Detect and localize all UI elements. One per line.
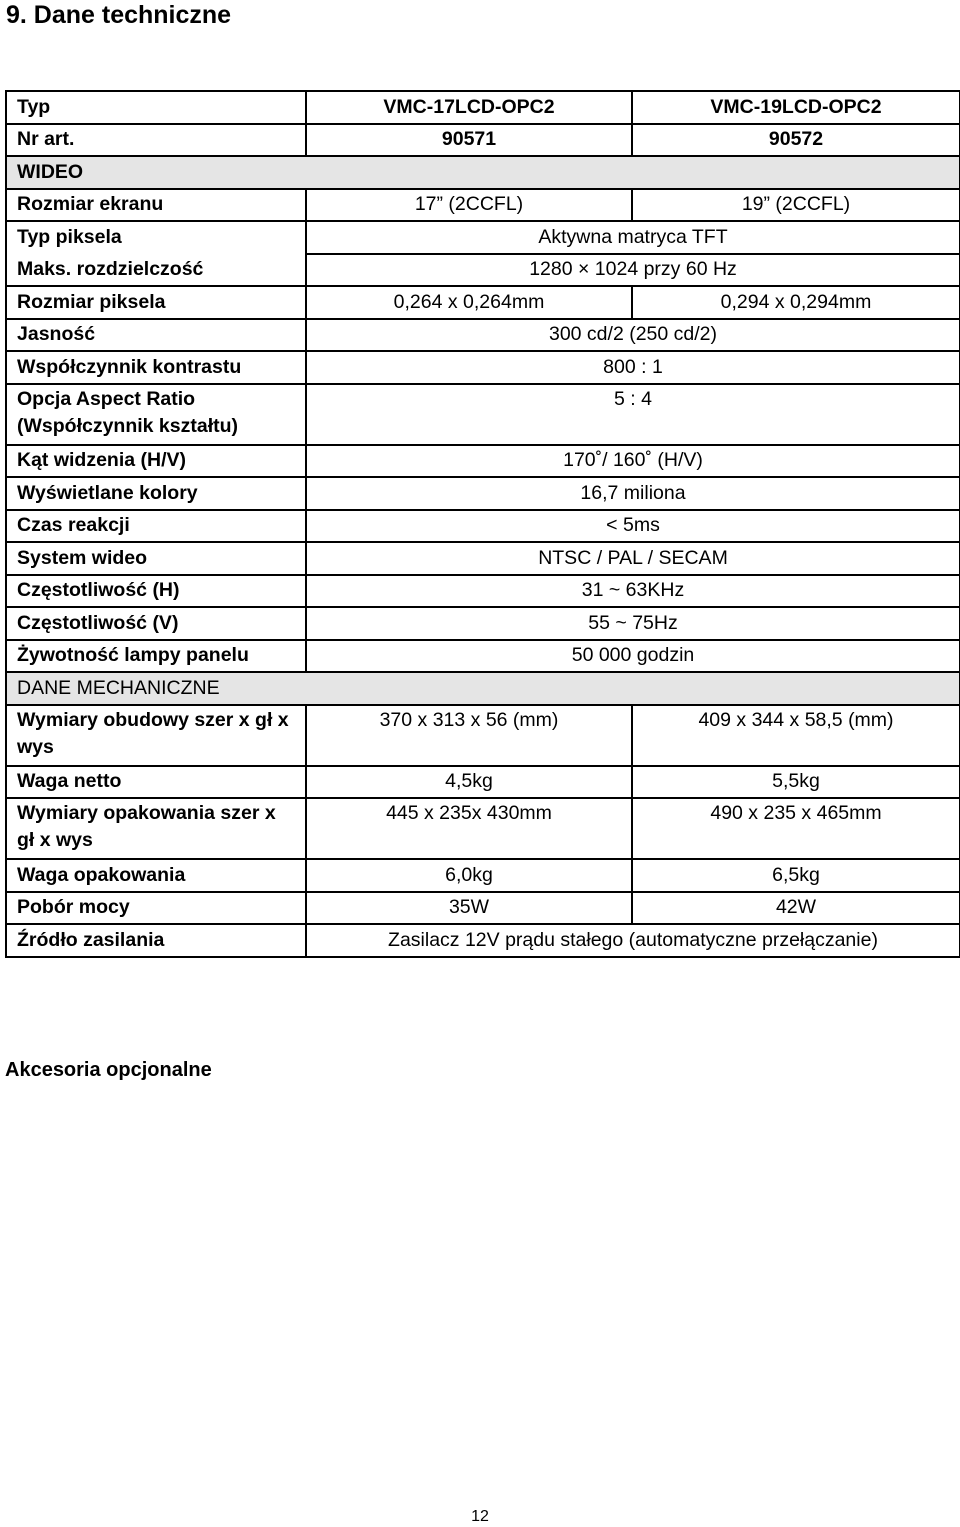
table-row-net-weight (6, 766, 960, 799)
table-row-freq-v (6, 607, 960, 640)
housing-19: 409 x 344 x 58,5 (mm) (632, 705, 960, 766)
housing-label: Wymiary obudowy szer x gł x wys (6, 705, 306, 766)
section-mechanical (6, 672, 960, 705)
table-row-view-angle (6, 445, 960, 478)
table-row-max-resolution (6, 254, 960, 287)
lamp-life-label: Żywotność lampy panelu (6, 640, 306, 673)
net-weight-label: Waga netto (6, 766, 306, 799)
freq-v-value: 55 ~ 75Hz (306, 607, 960, 640)
view-angle-label: Kąt widzenia (H/V) (6, 445, 306, 478)
pixel-type-label: Typ piksela (6, 221, 306, 254)
section-video (6, 156, 960, 189)
package-weight-17: 6,0kg (306, 859, 632, 892)
power-19: 42W (632, 892, 960, 925)
table-row-art (6, 124, 960, 157)
response-value: < 5ms (306, 510, 960, 543)
table-row-lamp-life (6, 640, 960, 673)
brightness-label: Jasność (6, 319, 306, 352)
section-video-label: WIDEO (6, 156, 960, 189)
pixel-size-17: 0,264 x 0,264mm (306, 286, 632, 319)
page-number: 12 (471, 1508, 489, 1525)
page-title: 9. Dane techniczne (6, 1, 232, 29)
freq-h-label: Częstotliwość (H) (6, 575, 306, 608)
pixel-size-19: 0,294 x 0,294mm (632, 286, 960, 319)
response-label: Czas reakcji (6, 510, 306, 543)
table-row-package-weight (6, 859, 960, 892)
table-row-contrast (6, 351, 960, 384)
lamp-life-value: 50 000 godzin (306, 640, 960, 673)
table-row-colors (6, 477, 960, 510)
pixel-size-label: Rozmiar piksela (6, 286, 306, 319)
max-resolution-label: Maks. rozdzielczość (6, 254, 306, 287)
table-row-type (6, 91, 960, 124)
freq-h-value: 31 ~ 63KHz (306, 575, 960, 608)
housing-17: 370 x 313 x 56 (mm) (306, 705, 632, 766)
section-mechanical-label: DANE MECHANICZNE (6, 672, 960, 705)
model-17-header: VMC-17LCD-OPC2 (306, 91, 632, 124)
net-weight-17: 4,5kg (306, 766, 632, 799)
net-weight-19: 5,5kg (632, 766, 960, 799)
table-row-video-system (6, 542, 960, 575)
power-label: Pobór mocy (6, 892, 306, 925)
art-label: Nr art. (6, 124, 306, 157)
contrast-label: Współczynnik kontrastu (6, 351, 306, 384)
power-17: 35W (306, 892, 632, 925)
brightness-value: 300 cd/2 (250 cd/2) (306, 319, 960, 352)
table-row-pixel-size (6, 286, 960, 319)
spec-table (5, 90, 960, 958)
freq-v-label: Częstotliwość (V) (6, 607, 306, 640)
type-label: Typ (6, 91, 306, 124)
max-resolution-value: 1280 × 1024 przy 60 Hz (306, 254, 960, 287)
package-dims-19: 490 x 235 x 465mm (632, 798, 960, 859)
package-dims-17: 445 x 235x 430mm (306, 798, 632, 859)
table-row-aspect (6, 384, 960, 445)
power-source-value: Zasilacz 12V prądu stałego (automatyczne przełączanie) (306, 924, 960, 957)
model-19-header: VMC-19LCD-OPC2 (632, 91, 960, 124)
video-system-label: System wideo (6, 542, 306, 575)
table-row-screen-size (6, 189, 960, 222)
package-dims-label: Wymiary opakowania szer x gł x wys (6, 798, 306, 859)
video-system-value: NTSC / PAL / SECAM (306, 542, 960, 575)
screen-size-17: 17” (2CCFL) (306, 189, 632, 222)
art-value-17: 90571 (306, 124, 632, 157)
table-row-brightness (6, 319, 960, 352)
table-row-freq-h (6, 575, 960, 608)
table-row-package-dims (6, 798, 960, 859)
table-row-pixel-type (6, 221, 960, 254)
aspect-label: Opcja Aspect Ratio (Współczynnik kształtu) (6, 384, 306, 445)
power-source-label: Źródło zasilania (6, 924, 306, 957)
table-row-housing (6, 705, 960, 766)
screen-size-19: 19” (2CCFL) (632, 189, 960, 222)
table-row-response (6, 510, 960, 543)
package-weight-19: 6,5kg (632, 859, 960, 892)
view-angle-value: 170˚/ 160˚ (H/V) (306, 445, 960, 478)
art-value-19: 90572 (632, 124, 960, 157)
table-row-power (6, 892, 960, 925)
table-row-power-source (6, 924, 960, 957)
aspect-value: 5 : 4 (306, 384, 960, 445)
screen-size-label: Rozmiar ekranu (6, 189, 306, 222)
contrast-value: 800 : 1 (306, 351, 960, 384)
colors-label: Wyświetlane kolory (6, 477, 306, 510)
pixel-type-value: Aktywna matryca TFT (306, 221, 960, 254)
colors-value: 16,7 miliona (306, 477, 960, 510)
package-weight-label: Waga opakowania (6, 859, 306, 892)
accessories-heading: Akcesoria opcjonalne (5, 1059, 212, 1081)
